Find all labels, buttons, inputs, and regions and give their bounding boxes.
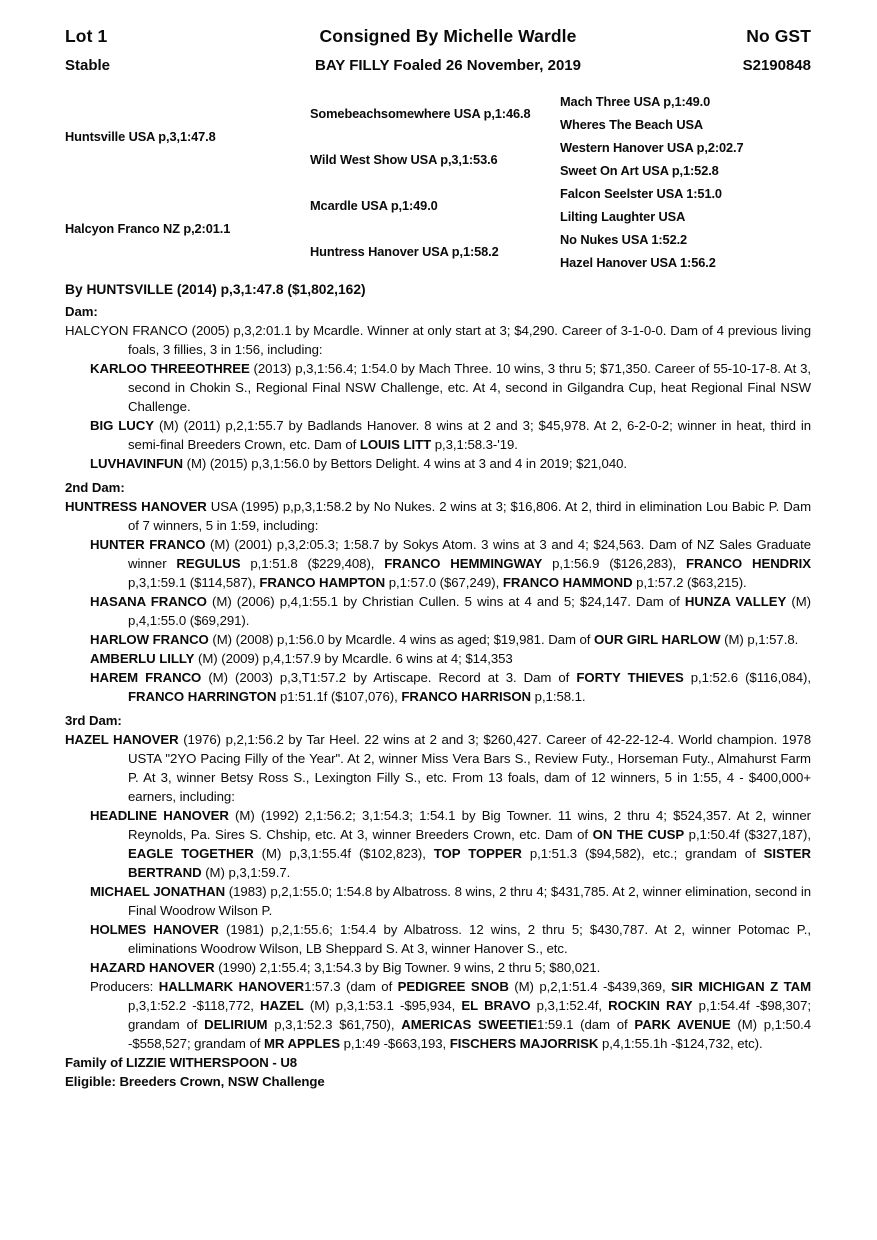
text-segment: p,3,1:52.3 $61,750), xyxy=(267,1017,402,1032)
horse-name: HAREM FRANCO xyxy=(90,670,202,685)
horse-name: MR APPLES xyxy=(264,1036,340,1051)
horse-name: SISTER BERTRAND xyxy=(128,846,811,880)
horse-name: LOUIS LITT xyxy=(359,437,432,452)
consignor: Consigned By Michelle Wardle xyxy=(319,26,577,46)
pedigree-paragraph xyxy=(65,668,811,706)
text-segment: p,1:57.0 ($67,249), xyxy=(385,575,503,590)
text-segment: p,1:51.8 ($229,408), xyxy=(240,556,385,571)
text-segment: p,3,1:52.4f, xyxy=(530,998,609,1013)
text-segment: 1:57.3 (dam of xyxy=(304,979,398,994)
lot-number: Lot 1 xyxy=(65,26,108,46)
text-segment: p,1:52.6 ($116,084), xyxy=(683,670,812,685)
text-segment: (M) p,1:57.8. xyxy=(720,632,799,647)
pedigree-paragraph xyxy=(65,920,811,958)
pedigree-gen3-entry: Wheres The Beach USA xyxy=(560,117,704,132)
pedigree-paragraph xyxy=(65,806,811,882)
pedigree-paragraph xyxy=(65,454,811,473)
text-segment: p,1:56.9 ($126,283), xyxy=(542,556,687,571)
text-segment: p,1:57.2 ($63,215). xyxy=(632,575,747,590)
pedigree-paragraph xyxy=(65,958,811,977)
horse-name: FRANCO HARRISON xyxy=(401,689,532,704)
horse-name: AMBERLU LILLY xyxy=(90,651,195,666)
text-segment: p,3,1:59.1 ($114,587), xyxy=(128,575,260,590)
text-segment: (M) (1992) 2,1:56.2; 3,1:54.3; 1:54.1 by Big Towner. 11 wins, 2 thru 4; $524,357. At 2, winner Reynolds, Pa. Sires S. Chship, etc. At 3, winner Breeders Crown, etc. Dam of xyxy=(128,808,812,842)
section-heading: 3rd Dam: xyxy=(65,713,122,728)
horse-name: EL BRAVO xyxy=(461,998,531,1013)
text-segment: HALCYON FRANCO (2005) p,3,2:01.1 by Mcardle. Winner at only start at 3; $4,290. Career of 3-1-0-0. Dam of 4 previous living foals, 3 fillies, 3 in 1:56, including: xyxy=(65,323,811,357)
text-segment: (M) p,3,1:55.4f ($102,823), xyxy=(253,846,434,861)
pedigree-paragraph xyxy=(65,497,811,535)
horse-name: HASANA FRANCO xyxy=(90,594,207,609)
text-segment: (M) p,2,1:51.4 -$439,369, xyxy=(508,979,672,994)
text-segment: p,1:50.4f ($327,187), xyxy=(684,827,811,842)
horse-name: FISCHERS MAJORRISK xyxy=(449,1036,599,1051)
pedigree-paragraph xyxy=(65,321,811,359)
text-segment: Producers: xyxy=(90,979,159,994)
foal-description: BAY FILLY Foaled 26 November, 2019 xyxy=(315,57,581,74)
pedigree-gen3-entry: Western Hanover USA p,2:02.7 xyxy=(560,140,744,155)
horse-name: HEADLINE HANOVER xyxy=(90,808,229,823)
pedigree-dam-dam: Huntress Hanover USA p,1:58.2 xyxy=(310,243,499,259)
horse-name: REGULUS xyxy=(176,556,241,571)
pedigree-table xyxy=(65,90,811,274)
text-segment: p1:51.1f ($107,076), xyxy=(276,689,402,704)
horse-name: FRANCO HENDRIX xyxy=(686,556,811,571)
horse-name: FRANCO HAMMOND xyxy=(502,575,633,590)
text-segment: p,3,1:52.2 -$118,772, xyxy=(128,998,261,1013)
text-segment: (1981) p,2,1:55.6; 1:54.4 by Albatross. 12 wins, 2 thru 5; $430,787. At 2, winner Potomac P., eliminations Woodrow Wilson, LB Sheppard S. At 3, winner Hanover S., etc. xyxy=(128,922,811,956)
pedigree-gen3-entry: Lilting Laughter USA xyxy=(560,209,686,224)
horse-name: HAZARD HANOVER xyxy=(90,960,215,975)
pedigree-paragraph xyxy=(65,730,811,806)
horse-name: HUNTER FRANCO xyxy=(90,537,206,552)
footer-line: Eligible: Breeders Crown, NSW Challenge xyxy=(65,1074,325,1089)
pedigree-gen3-entry: Falcon Seelster USA 1:51.0 xyxy=(560,186,722,201)
text-segment: (M) p,3,1:53.1 -$95,934, xyxy=(303,998,462,1013)
horse-name: SIR MICHIGAN Z TAM xyxy=(671,979,812,994)
text-segment: 1:59.1 (dam of xyxy=(536,1017,635,1032)
pedigree-paragraph xyxy=(65,416,811,454)
text-segment: (M) (2009) p,4,1:57.9 by Mcardle. 6 wins at 4; $14,353 xyxy=(194,651,513,666)
text-segment: (M) p,3,1:59.7. xyxy=(201,865,291,880)
pedigree-paragraph xyxy=(65,592,811,630)
text-segment: (M) (2008) p,1:56.0 by Mcardle. 4 wins as aged; $19,981. Dam of xyxy=(208,632,595,647)
pedigree-gen3-entry: Mach Three USA p,1:49.0 xyxy=(560,94,711,109)
footer-line: Family of LIZZIE WITHERSPOON - U8 xyxy=(65,1055,298,1070)
text-segment: (1976) p,2,1:56.2 by Tar Heel. 22 wins at 2 and 3; $260,427. Career of 42-22-12-4. World champion. 1978 USTA "2YO Pacing Filly of the Year". At 2, winner Miss Vera Bars S., Review Futy., Horseman Futy., Almahurst Farm P. At 3, winner Betsy Ross S., Lexington Filly S., etc. From 13 foals, dam of 12 winners, 5 in 1:55, 4 - $400,000+ earners, including: xyxy=(128,732,811,804)
horse-name: DELIRIUM xyxy=(204,1017,268,1032)
horse-name: AMERICAS SWEETIE xyxy=(401,1017,537,1032)
horse-name: HALLMARK HANOVER xyxy=(158,979,305,994)
horse-name: HUNTRESS HANOVER xyxy=(65,499,207,514)
text-segment: (M) (2015) p,3,1:56.0 by Bettors Delight. 4 wins at 3 and 4 in 2019; $21,040. xyxy=(182,456,627,471)
text-segment: p,1:51.3 ($94,582), etc.; grandam of xyxy=(521,846,764,861)
text-segment: (M) p,1:50.4 -$558,527; grandam of xyxy=(128,1017,812,1051)
header-row-2 xyxy=(65,57,811,74)
horse-name: HAZEL xyxy=(260,998,304,1013)
pedigree-dam-sire: Mcardle USA p,1:49.0 xyxy=(310,197,438,213)
text-segment: (1983) p,2,1:55.0; 1:54.8 by Albatross. 8 wins, 2 thru 4; $431,785. At 2, winner elimination, second in Final Woodrow Wilson P. xyxy=(128,884,811,918)
horse-name: FRANCO HEMMINGWAY xyxy=(384,556,543,571)
pedigree-gen3-entry: Hazel Hanover USA 1:56.2 xyxy=(560,255,716,270)
horse-name: MICHAEL JONATHAN xyxy=(90,884,226,899)
pedigree-gen3-entry: Sweet On Art USA p,1:52.8 xyxy=(560,163,719,178)
text-segment: p,4,1:55.1h -$124,732, etc). xyxy=(598,1036,763,1051)
horse-name: HOLMES HANOVER xyxy=(90,922,219,937)
horse-name: FRANCO HARRINGTON xyxy=(128,689,277,704)
registration-number: S2190848 xyxy=(742,57,811,74)
pedigree-text xyxy=(65,302,811,1091)
pedigree-gen3-entry: No Nukes USA 1:52.2 xyxy=(560,232,688,247)
stable-label: Stable xyxy=(65,57,111,74)
horse-name: FORTY THIEVES xyxy=(576,670,684,685)
pedigree-sire-dam: Wild West Show USA p,3,1:53.6 xyxy=(310,151,498,167)
pedigree-paragraph xyxy=(65,882,811,920)
section-heading: Dam: xyxy=(65,304,98,319)
horse-name: ROCKIN RAY xyxy=(608,998,693,1013)
pedigree-paragraph xyxy=(65,649,811,668)
horse-name: TOP TOPPER xyxy=(433,846,522,861)
horse-name: KARLOO THREEOTHREE xyxy=(90,361,250,376)
horse-name: EAGLE TOGETHER xyxy=(128,846,254,861)
text-segment: (2013) p,3,1:56.4; 1:54.0 by Mach Three. 10 wins, 3 thru 5; $71,350. Career of 55-10-17-8. At 3, second in Chokin S., Regional Final NSW Challenge, etc. At 4, second in Gilgandra Cup, heat Regional Final NSW Challenge. xyxy=(128,361,811,414)
pedigree-dam: Halcyon Franco NZ p,2:01.1 xyxy=(65,220,231,236)
pedigree-sire: Huntsville USA p,3,1:47.8 xyxy=(65,128,216,144)
text-segment: (M) (2001) p,3,2:05.3; 1:58.7 by Sokys Atom. 3 wins at 3 and 4; $24,563. Dam of NZ Sales Graduate winner xyxy=(128,537,811,571)
text-segment: USA (1995) p,p,3,1:58.2 by No Nukes. 2 wins at 3; $16,806. At 2, third in elimination Lou Babic P. Dam of 7 winners, 5 in 1:59, including: xyxy=(128,499,811,533)
pedigree-paragraph xyxy=(65,977,811,1053)
header-row-1 xyxy=(65,26,811,47)
horse-name: HAZEL HANOVER xyxy=(65,732,179,747)
horse-name: LUVHAVINFUN xyxy=(90,456,183,471)
horse-name: OUR GIRL HARLOW xyxy=(594,632,721,647)
section-heading: 2nd Dam: xyxy=(65,480,125,495)
horse-name: HUNZA VALLEY xyxy=(684,594,787,609)
horse-name: FRANCO HAMPTON xyxy=(259,575,386,590)
horse-name: PARK AVENUE xyxy=(634,1017,731,1032)
text-segment: p,1:54.4f -$98,307; grandam of xyxy=(128,998,811,1032)
gst-status: No GST xyxy=(746,26,811,46)
text-segment: (1990) 2,1:55.4; 3,1:54.3 by Big Towner. 9 wins, 2 thru 5; $80,021. xyxy=(214,960,601,975)
horse-name: ON THE CUSP xyxy=(592,827,685,842)
pedigree-sire-sire: Somebeachsomewhere USA p,1:46.8 xyxy=(310,105,531,121)
text-segment: p,3,1:58.3-'19. xyxy=(431,437,518,452)
horse-name: BIG LUCY xyxy=(90,418,154,433)
pedigree-paragraph xyxy=(65,359,811,416)
horse-name: PEDIGREE SNOB xyxy=(397,979,509,994)
sire-line: By HUNTSVILLE (2014) p,3,1:47.8 ($1,802,162) xyxy=(65,282,366,297)
text-segment: (M) (2011) p,2,1:55.7 by Badlands Hanover. 8 wins at 2 and 3; $45,978. At 2, 6-2-0-2; winner in heat, third in semi-final Breeders Crown, etc. Dam of xyxy=(128,418,812,452)
text-segment: (M) p,4,1:55.0 ($69,291). xyxy=(128,594,811,628)
text-segment: p,1:49 -$663,193, xyxy=(340,1036,450,1051)
pedigree-paragraph xyxy=(65,630,811,649)
pedigree-paragraph xyxy=(65,535,811,592)
text-segment: (M) (2006) p,4,1:55.1 by Christian Cullen. 5 wins at 4 and 5; $24,147. Dam of xyxy=(206,594,685,609)
horse-name: HARLOW FRANCO xyxy=(90,632,209,647)
text-segment: (M) (2003) p,3,T1:57.2 by Artiscape. Record at 3. Dam of xyxy=(201,670,577,685)
text-segment: p,1:58.1. xyxy=(531,689,586,704)
